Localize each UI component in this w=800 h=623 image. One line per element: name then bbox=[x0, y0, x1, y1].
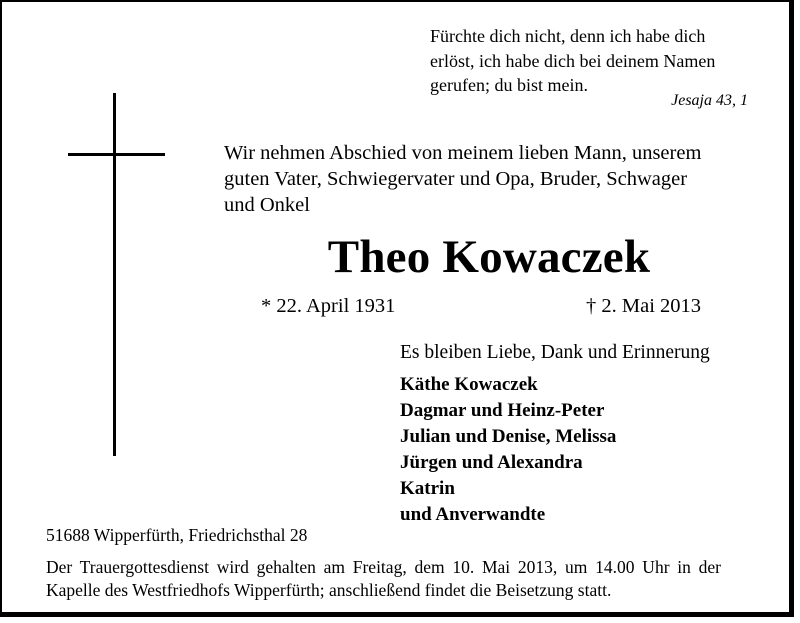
birth-date: * 22. April 1931 bbox=[261, 295, 396, 317]
funeral-service-info: Der Trauergottesdienst wird gehalten am Freitag, dem 10. Mai 2013, um 14.00 Uhr in der Kapelle des Westfriedhofs Wipperfürth; anschließend findet die Beisetzung statt. bbox=[46, 557, 721, 600]
family-member: Katrin bbox=[400, 478, 455, 499]
verse-reference: Jesaja 43, 1 bbox=[671, 92, 748, 109]
death-date: † 2. Mai 2013 bbox=[586, 295, 702, 317]
farewell-intro bbox=[224, 140, 701, 218]
intro-line: Wir nehmen Abschied von meinem lieben Mann, unserem bbox=[224, 142, 702, 164]
address: 51688 Wipperfürth, Friedrichsthal 28 bbox=[46, 525, 308, 545]
bible-verse bbox=[430, 24, 715, 98]
intro-line: und Onkel bbox=[224, 194, 310, 216]
family-member: Käthe Kowaczek bbox=[400, 374, 538, 395]
verse-line: Fürchte dich nicht, denn ich habe dich bbox=[430, 26, 706, 46]
cross-horizontal-bar bbox=[68, 153, 165, 156]
family-member: und Anverwandte bbox=[400, 504, 546, 525]
deceased-name: Theo Kowaczek bbox=[327, 231, 651, 283]
verse-line: erlöst, ich habe dich bei deinem Namen bbox=[430, 50, 716, 71]
family-list bbox=[400, 372, 616, 528]
intro-line: guten Vater, Schwiegervater und Opa, Bruder, Schwager bbox=[224, 168, 688, 190]
family-member: Jürgen und Alexandra bbox=[400, 452, 583, 473]
family-member: Julian und Denise, Melissa bbox=[400, 426, 617, 447]
family-member: Dagmar und Heinz-Peter bbox=[400, 400, 605, 421]
closing-phrase: Es bleiben Liebe, Dank und Erinnerung bbox=[400, 342, 710, 363]
verse-line: gerufen; du bist mein. bbox=[430, 75, 588, 95]
